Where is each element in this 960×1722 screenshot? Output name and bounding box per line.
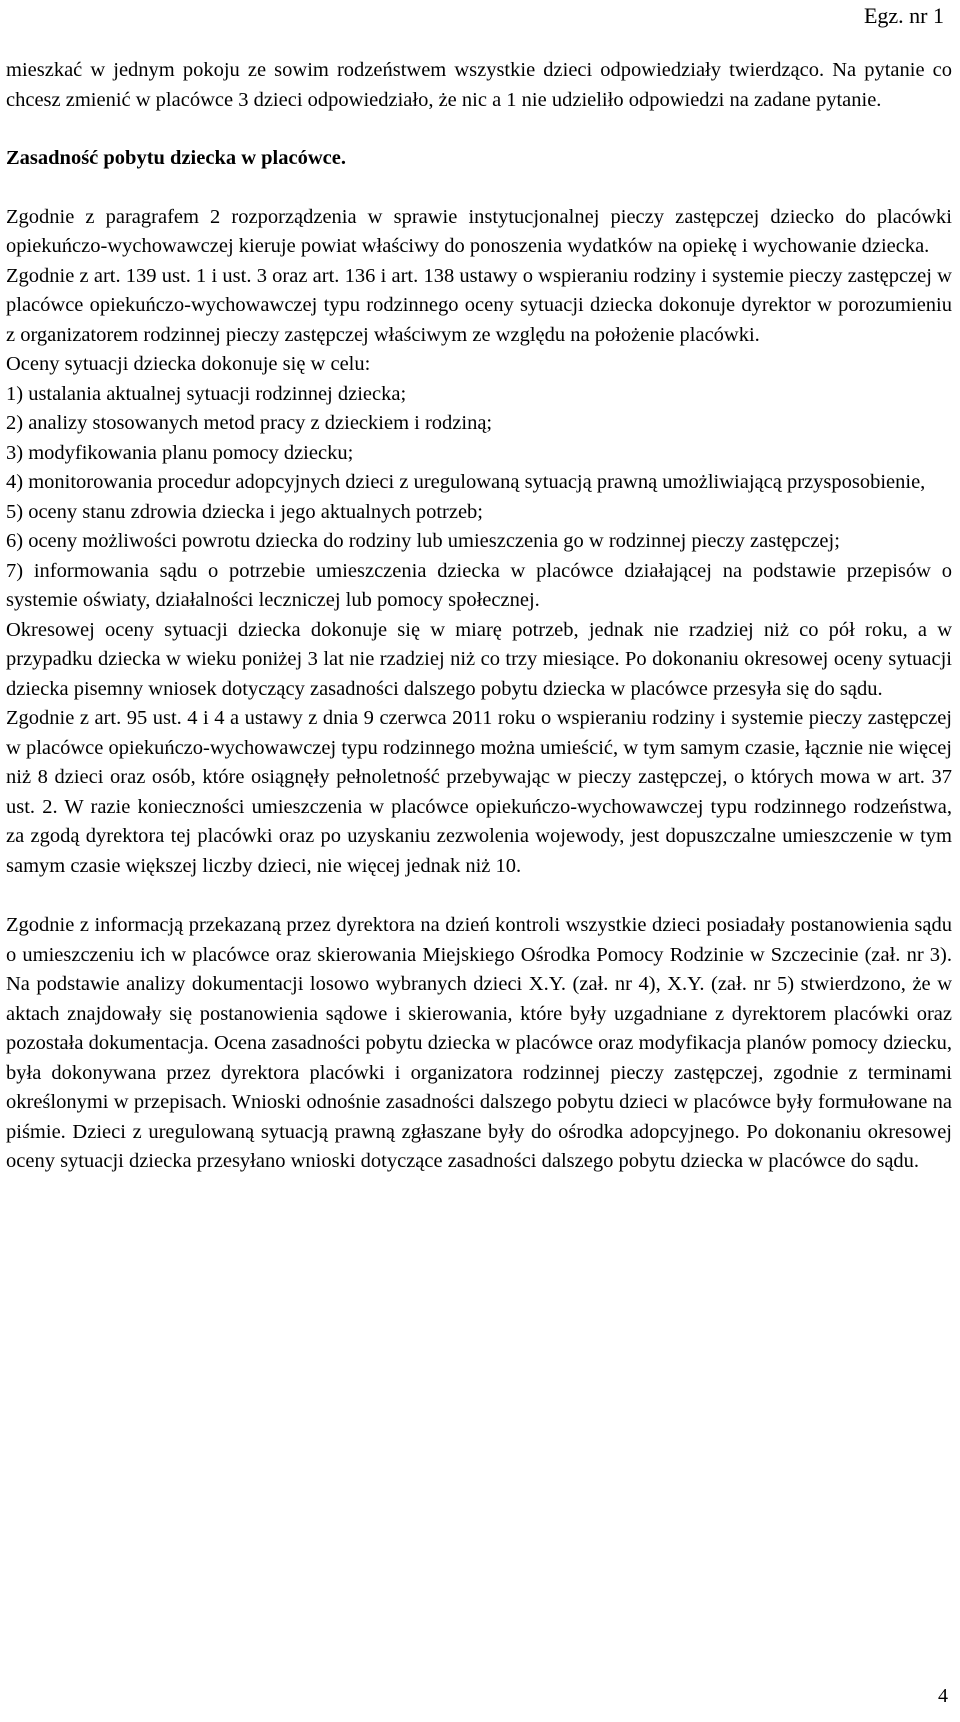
paragraph-art-95: Zgodnie z art. 95 ust. 4 i 4 a ustawy z dnia 9 czerwca 2011 roku o wspieraniu rodziny i systemie pieczy zastępczej w placówce opiekuńczo-wychowawczej typu rodzinnego można umieścić, w tym samym czasie, łącznie nie więcej niż 8 dzieci oraz osób, które osiągnęły pełnoletność przebywając w pieczy zastępczej, o których mowa w art. 37 ust. 2. W razie konieczności umieszczenia w placówce opiekuńczo-wychowawczej typu rodzinnego rodzeństwa, za zgodą dyrektora tej placówki oraz po uzyskaniu zezwolenia wojewody, jest dopuszczalne umieszczenie w tym samym czasie większej liczby dzieci, nie więcej jednak niż 10. <box>6 707 952 877</box>
list-item: 3) modyfikowania planu pomocy dziecku; <box>6 441 354 464</box>
paragraph-findings: Zgodnie z informacją przekazaną przez dyrektora na dzień kontroli wszystkie dzieci posiadały postanowienia sądu o umieszczeniu ich w placówce oraz skierowania Miejskiego Ośrodka Pomocy Rodzinie w Szczecinie (zał. nr 3). Na podstawie analizy dokumentacji losowo wybranych dzieci X.Y. (zał. nr 4), X.Y. (zał. nr 5) stwierdzono, że w aktach znajdowały się postanowienia sądowe i skierowania, które były uzgadniane z dyrektorem placówki oraz pozostała dokumentacja. Ocena zasadności pobytu dziecka w placówce oraz modyfikacja planów pomocy dziecku, była dokonywana przez dyrektora placówki i organizatora rodzinnej pieczy zastępczej, zgodnie z terminami określonymi w przepisach. Wnioski odnośnie zasadności dalszego pobytu dzieci w placówce były formułowane na piśmie. Dzieci z uregulowaną sytuacją prawną zgłaszane były do ośrodka adopcyjnego. Po dokonaniu okresowej oceny sytuacji dziecka przesyłano wnioski dotyczące zasadności dalszego pobytu dziecka w placówce do sądu. <box>6 914 952 1172</box>
list-item: 7) informowania sądu o potrzebie umieszczenia dziecka w placówce działającej na podstawie przepisów o systemie oświaty, działalności leczniczej lub pomocy społecznej. <box>6 559 952 611</box>
copy-number-label: Egz. nr 1 <box>863 3 944 28</box>
paragraph-periodic-assessment: Okresowej oceny sytuacji dziecka dokonuje się w miarę potrzeb, jednak nie rzadziej niż co pół roku, a w przypadku dziecka w wieku poniżej 3 lat nie rzadziej niż co trzy miesiące. Po dokonaniu okresowej oceny sytuacji dziecka pisemny wniosek dotyczący zasadności dalszego pobytu dziecka w placówce przesyła się do sądu. <box>6 618 952 700</box>
page-number: 4 <box>938 1685 948 1707</box>
paragraph-assessment-purpose: Oceny sytuacji dziecka dokonuje się w celu: <box>6 353 371 375</box>
list-item: 2) analizy stosowanych metod pracy z dzieckiem i rodziną; <box>6 412 493 434</box>
list-item: 1) ustalania aktualnej sytuacji rodzinnej dziecka; <box>6 382 407 405</box>
section-heading: Zasadność pobytu dziecka w placówce. <box>6 147 346 169</box>
paragraph-intro: mieszkać w jednym pokoju ze sowim rodzeństwem wszystkie dzieci odpowiedziały twierdząco. Na pytanie co chcesz zmienić w placówce 3 dzieci odpowiedziało, że nic a 1 nie udzieliło odpowiedzi na zadane pytanie. <box>6 59 952 111</box>
paragraph-art-139: Zgodnie z art. 139 ust. 1 i ust. 3 oraz art. 136 i art. 138 ustawy o wspieraniu rodziny i systemie pieczy zastępczej w placówce opiekuńczo-wychowawczej typu rodzinnego oceny sytuacji dziecka dokonuje dyrektor w porozumieniu z organizatorem rodzinnej pieczy zastępczej właściwym ze względu na położenie placówki. <box>6 264 952 346</box>
list-item: 6) oceny możliwości powrotu dziecka do rodziny lub umieszczenia go w rodzinnej pieczy zastępczej; <box>6 530 840 552</box>
document-body <box>6 56 952 1177</box>
list-item: 4) monitorowania procedur adopcyjnych dzieci z uregulowaną sytuacją prawną umożliwiającą przysposobienie, <box>6 471 926 493</box>
paragraph-regulation: Zgodnie z paragrafem 2 rozporządzenia w sprawie instytucjonalnej pieczy zastępczej dziecko do placówki opiekuńczo-wychowawczej kieruje powiat właściwy do ponoszenia wydatków na opiekę i wychowanie dziecka. <box>6 205 952 257</box>
list-item: 5) oceny stanu zdrowia dziecka i jego aktualnych potrzeb; <box>6 500 484 523</box>
